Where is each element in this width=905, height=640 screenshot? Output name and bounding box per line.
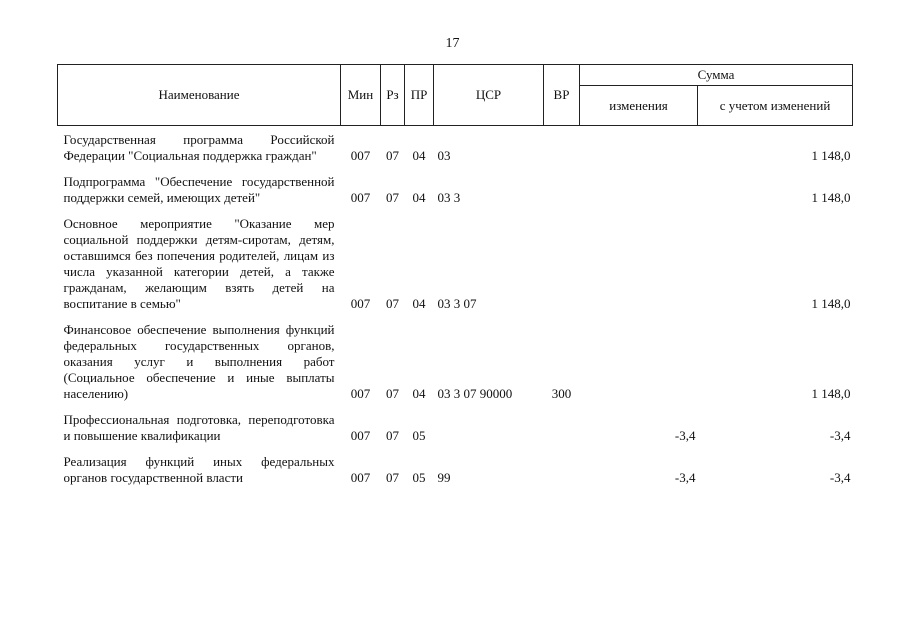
row-pr: 04 <box>412 190 426 205</box>
row-min: 007 <box>350 190 371 205</box>
header-rz: Рз <box>381 65 405 126</box>
row-csr: 99 <box>437 470 451 485</box>
row-rz: 07 <box>386 190 399 205</box>
row-change <box>580 316 698 406</box>
row-csr: 03 3 07 90000 <box>437 386 513 401</box>
row-name: Государственная программа Российской Федерации "Социальная поддержка граждан" <box>63 132 335 163</box>
row-min: 007 <box>350 148 371 163</box>
row-vr <box>544 448 580 490</box>
header-name: Наименование <box>58 65 341 126</box>
row-csr <box>434 406 544 448</box>
header-change: изменения <box>580 86 698 126</box>
table-row <box>58 168 853 210</box>
row-change <box>580 126 698 169</box>
table-row <box>58 448 853 490</box>
row-change <box>580 168 698 210</box>
row-total: -3,4 <box>829 470 851 485</box>
row-name: Подпрограмма "Обеспечение государственной поддержки семей, имеющих детей" <box>63 174 335 205</box>
row-csr: 03 <box>437 148 451 163</box>
row-rz: 07 <box>386 296 399 311</box>
header-min: Мин <box>341 65 381 126</box>
row-pr: 05 <box>412 428 426 443</box>
header-with-change: с учетом изменений <box>698 86 853 126</box>
row-vr <box>544 126 580 169</box>
table-row <box>58 316 853 406</box>
table-header <box>58 65 853 126</box>
row-rz: 07 <box>386 386 399 401</box>
table-row <box>58 406 853 448</box>
row-pr: 04 <box>412 296 426 311</box>
row-total: 1 148,0 <box>811 296 851 311</box>
row-name: Финансовое обеспечение выполнения функций федеральных государственных органов, оказания услуг и выполнения работ (Социальное обеспечение и иные выплаты населению) <box>63 322 335 401</box>
row-change: -3,4 <box>674 470 696 485</box>
row-min: 007 <box>350 296 371 311</box>
row-rz: 07 <box>386 148 399 163</box>
row-pr: 05 <box>412 470 426 485</box>
row-rz: 07 <box>386 428 399 443</box>
row-name: Основное мероприятие "Оказание мер социальной поддержки детям-сиротам, детям, оставшимся без попечения родителей, лицам из числа указанной категории детей, а также гражданам, желающим взять детей на воспитание в семью" <box>63 216 335 311</box>
row-total: -3,4 <box>829 428 851 443</box>
row-min: 007 <box>350 386 371 401</box>
row-name: Профессиональная подготовка, переподготовка и повышение квалификации <box>63 412 335 443</box>
row-vr: 300 <box>551 386 572 401</box>
page-number: 17 <box>445 36 460 51</box>
header-csr: ЦСР <box>434 65 544 126</box>
header-pr: ПР <box>405 65 434 126</box>
row-total: 1 148,0 <box>811 148 851 163</box>
row-vr <box>544 406 580 448</box>
header-vr: ВР <box>544 65 580 126</box>
row-csr: 03 3 07 <box>437 296 477 311</box>
row-pr: 04 <box>412 386 426 401</box>
table-row <box>58 210 853 316</box>
row-change: -3,4 <box>674 428 696 443</box>
row-name: Реализация функций иных федеральных органов государственной власти <box>63 454 335 485</box>
row-change <box>580 210 698 316</box>
row-csr: 03 3 <box>437 190 461 205</box>
row-rz: 07 <box>386 470 399 485</box>
header-sum: Сумма <box>580 65 853 86</box>
row-min: 007 <box>350 428 371 443</box>
table-row <box>58 126 853 169</box>
row-total: 1 148,0 <box>811 386 851 401</box>
row-vr <box>544 168 580 210</box>
budget-table <box>57 64 853 490</box>
row-total: 1 148,0 <box>811 190 851 205</box>
row-vr <box>544 210 580 316</box>
row-pr: 04 <box>412 148 426 163</box>
row-min: 007 <box>350 470 371 485</box>
